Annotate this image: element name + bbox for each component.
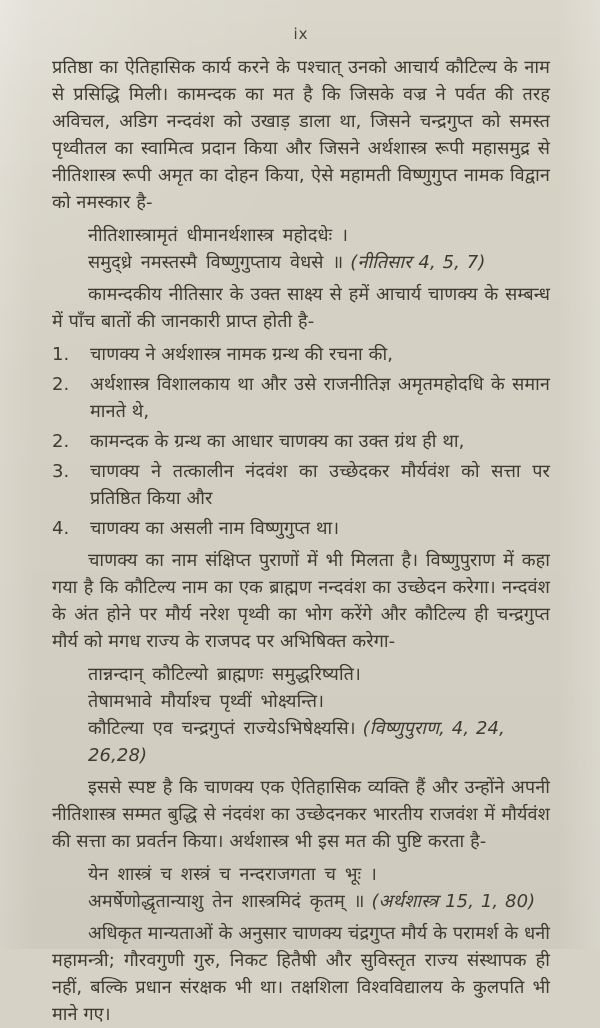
verse-citation: (नीतिसार 4, 5, 7) [350, 252, 486, 273]
paragraph-intro: प्रतिष्ठा का ऐतिहासिक कार्य करने के पश्चात् उनको आचार्य कौटिल्य के नाम से प्रसिद्धि मिली। कामन्दक का मत है कि जिसके वज्र ने पर्वत की तरह अविचल, अडिग नन्दवंश को उखाड़ डाला था, जिसने चन्द्रगुप्त को समस्त पृथ्वीतल का स्वामित्व प्रदान किया और जिसने अर्थशास्त्र रूपी महासमुद्र से नीतिशास्त्र रूपी अमृत का दोहन किया, ऐसे महामती विष्णुगुप्त नामक विद्वान को नमस्कार है- [52, 57, 550, 213]
list-item-text: चाणक्य ने अर्थशास्त्र नामक ग्रन्थ की रचना की, [90, 344, 394, 365]
list-item-text: चाणक्य का असली नाम विष्णुगुप्त था। [90, 518, 340, 539]
verse-line [88, 249, 550, 276]
paragraph-mahamantri: अधिकृत मान्यताओं के अनुसार चाणक्य चंद्रगुप्त मौर्य के परामर्श के धनी महामन्त्री; गौरवगुणी गुरु, निकट हितैषी और सुविस्तृत राज्य संस्थापक ही नहीं, बल्कि प्रधान संरक्षक भी था। तक्षशिला विश्वविद्यालय के कुलपति भी माने गए। [52, 923, 550, 1025]
page-body [52, 54, 550, 1028]
verse-citation: (अर्थशास्त्र 15, 1, 80) [371, 891, 536, 912]
verse-line: येन शास्त्रं च शस्त्रं च नन्दराजगता च भूः । [88, 864, 377, 885]
verse-vishnupurana [88, 661, 550, 769]
list-item-number: 2. [52, 374, 70, 395]
verse-nitisara [88, 222, 550, 276]
verse-line: तेषामभावे मौर्याश्च पृथ्वीं भोक्ष्यन्ति। [88, 691, 325, 712]
list-item [52, 371, 550, 425]
verse-line: नीतिशास्त्रामृतं धीमानर्थशास्त्र महोदधेः । [88, 225, 349, 246]
list-item [52, 428, 550, 455]
list-item [52, 341, 550, 368]
list-item-number: 2. [52, 431, 70, 452]
list-item-text: कामन्दक के ग्रन्थ का आधार चाणक्य का उक्त ग्रंथ ही था, [90, 431, 465, 452]
verse-citation: (विष्णुपुराण, 4, 24, 26,28) [88, 718, 505, 766]
verse-line [88, 888, 550, 915]
list-item-text: अर्थशास्त्र विशालकाय था और उसे राजनीतिज्ञ अमृतमहोदधि के समान मानते थे, [90, 374, 550, 422]
list-item-number: 1. [52, 344, 70, 365]
list-item [52, 458, 550, 512]
verse-line: तान्नन्दान् कौटिल्यो ब्राह्मणः समुद्धरिष्यति। [88, 664, 361, 685]
paragraph-kamandakiya: कामन्दकीय नीतिसार के उक्त साक्ष्य से हमें आचार्य चाणक्य के सम्बन्ध में पाँच बातों की जानकारी प्राप्त होती है- [52, 284, 550, 332]
verse-line-text: समुद्ध्रे नमस्तस्मै विष्णुगुप्ताय वेधसे ॥ [88, 252, 344, 273]
page-number: ix [293, 25, 309, 43]
list-item-number: 4. [52, 518, 70, 539]
list-item [52, 515, 550, 542]
paragraph-purana: चाणक्य का नाम संक्षिप्त पुराणों में भी मिलता है। विष्णुपुराण में कहा गया है कि कौटिल्य नाम का एक ब्राह्मण नन्दवंश का उच्छेदन करेगा। नन्दवंश के अंत होने पर मौर्य नरेश पृथ्वी का भोग करेंगे और कौटिल्य ही चन्द्रगुप्त मौर्य को मगध राज्य के राजपद पर अभिषिक्त करेगा- [52, 550, 550, 652]
list-item-number: 3. [52, 461, 70, 482]
numbered-list [52, 341, 550, 542]
verse-arthashastra [88, 861, 550, 915]
verse-line-text: कौटिल्या एव चन्द्रगुप्तं राज्येऽभिषेक्ष्यसि। [88, 718, 356, 739]
verse-line [88, 715, 550, 769]
paragraph-historic: इससे स्पष्ट है कि चाणक्य एक ऐतिहासिक व्यक्ति हैं और उन्होंने अपनी नीतिशास्त्र सम्मत बुद्धि से नंदवंश का उच्छेदनकर भारतीय राजवंश में मौर्यवंश की सत्ता का प्रवर्तन किया। अर्थशास्त्र भी इस मत की पुष्टि करता है- [52, 777, 550, 852]
list-item-text: चाणक्य ने तत्कालीन नंदवंश का उच्छेदकर मौर्यवंश को सत्ता पर प्रतिष्ठित किया और [90, 461, 550, 509]
verse-line-text: अमर्षेणोद्धृतान्याशु तेन शास्त्रमिदं कृतम् ॥ [88, 891, 365, 912]
